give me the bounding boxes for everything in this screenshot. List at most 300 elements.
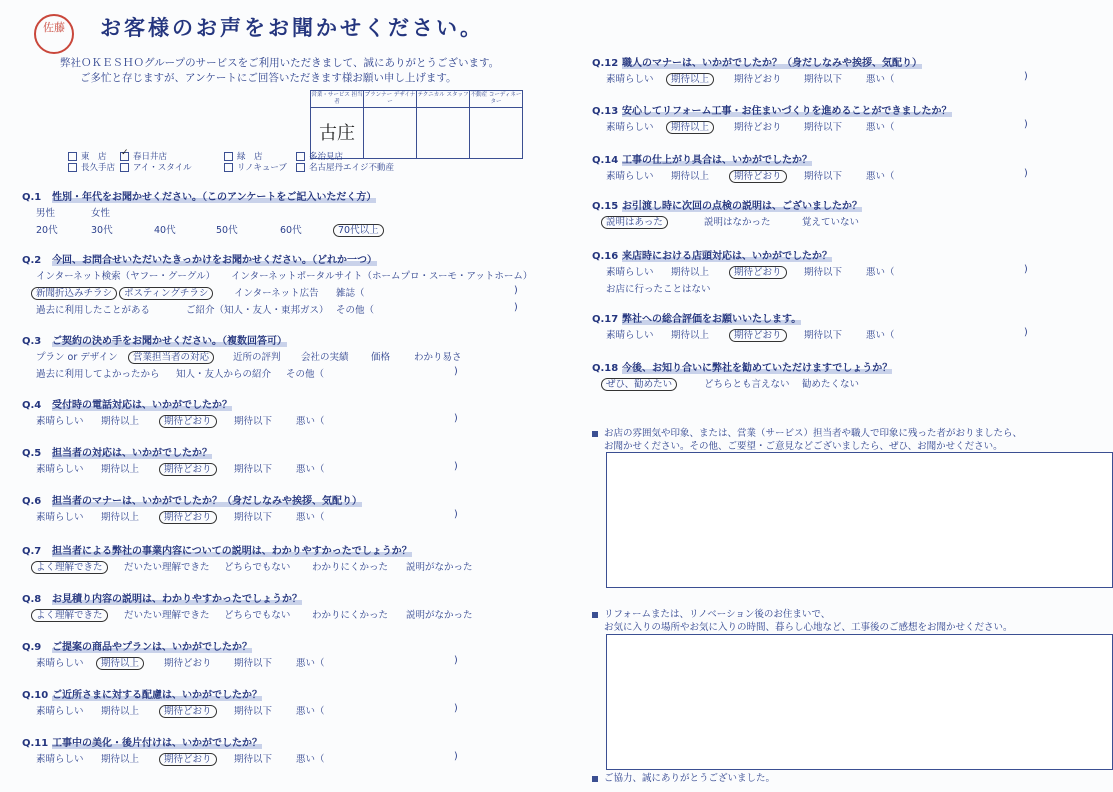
question-text: 来店時における店頭対応は、いかがでしたか？ — [622, 251, 832, 262]
answer-option[interactable] — [124, 607, 210, 621]
answer-option[interactable] — [1024, 264, 1028, 275]
question-number: Q.1 — [22, 192, 42, 203]
answer-option[interactable] — [802, 376, 859, 390]
question-number: Q.18 — [592, 363, 619, 374]
answer-option[interactable] — [296, 751, 325, 765]
option-label: 素晴らしい — [36, 706, 84, 717]
question-number: Q.15 — [592, 201, 619, 212]
answer-option[interactable] — [606, 264, 654, 278]
checkbox-icon[interactable] — [68, 163, 77, 172]
question-text: 受付時の電話対応は、いかがでしたか？ — [52, 400, 232, 411]
left-question-11 — [22, 734, 262, 749]
answer-option[interactable] — [1024, 168, 1028, 179]
answer-option[interactable] — [36, 366, 160, 380]
staff-name-realestate[interactable] — [470, 108, 523, 159]
answer-option[interactable] — [36, 285, 117, 299]
option-label: 50代 — [216, 225, 238, 236]
question-text: 担当者の対応は、いかがでしたか？ — [52, 448, 212, 459]
option-label: 素晴らしい — [606, 171, 654, 182]
answer-option[interactable] — [36, 509, 84, 523]
option-label: 近所の評判 — [233, 352, 281, 363]
option-label: よく理解できた — [31, 609, 108, 622]
checkbox-icon[interactable] — [224, 152, 233, 161]
option-label: 期待以上 — [101, 416, 140, 427]
option-label: 期待どおり — [729, 329, 787, 342]
question-text: 担当者による弊社の事業内容についての説明は、わかりやすかったでしょうか？ — [52, 546, 412, 557]
left-question-5 — [22, 444, 212, 459]
option-label: 悪い（ — [866, 330, 895, 341]
answer-option[interactable] — [866, 119, 895, 133]
square-bullet-icon — [592, 776, 598, 782]
answer-option[interactable] — [216, 222, 238, 236]
option-label: ぜひ、勧めたい — [601, 378, 677, 391]
option-label: 雑誌（ — [336, 288, 365, 299]
answer-option[interactable] — [514, 302, 518, 313]
option-label: 期待以下 — [804, 171, 843, 182]
checkbox-icon[interactable] — [68, 152, 77, 161]
answer-option[interactable] — [36, 349, 118, 363]
answer-option[interactable] — [164, 703, 217, 717]
option-label: 素晴らしい — [606, 122, 654, 133]
store-option[interactable] — [120, 161, 192, 173]
question-text: 弊社への総合評価をお願いいたします。 — [622, 314, 802, 325]
answer-option[interactable] — [186, 302, 329, 316]
answer-option[interactable] — [234, 413, 272, 427]
option-label: 期待以上 — [666, 121, 714, 134]
option-label: 悪い（ — [296, 512, 325, 523]
answer-option[interactable] — [124, 559, 210, 573]
store-option[interactable] — [224, 161, 287, 173]
right-question-2 — [592, 102, 952, 117]
answer-option[interactable] — [296, 413, 325, 427]
question-text: ご契約の決め手をお聞かせください。（複数回答可） — [52, 336, 287, 347]
answer-option[interactable] — [234, 703, 272, 717]
answer-option[interactable] — [91, 222, 113, 236]
store-label: 多治見店 — [309, 152, 344, 162]
question-text: 性別・年代をお聞かせください。（このアンケートをご記入いただく方） — [52, 192, 377, 203]
option-label: その他（ — [286, 369, 325, 380]
option-label: お店に行ったことはない — [606, 284, 711, 295]
option-label: 価格 — [371, 352, 391, 363]
option-label: 30代 — [91, 225, 113, 236]
right-question-3 — [592, 151, 812, 166]
option-label: 男性 — [36, 208, 56, 219]
answer-option[interactable] — [606, 281, 711, 295]
question-text: ご近所さまに対する配慮は、いかがでしたか？ — [52, 690, 262, 701]
answer-option[interactable] — [371, 349, 390, 363]
option-label: どちらでもない — [224, 610, 291, 621]
option-label: 期待どおり — [159, 511, 217, 524]
checkbox-icon[interactable] — [296, 163, 305, 172]
option-label: 悪い（ — [296, 706, 325, 717]
answer-option[interactable] — [101, 509, 139, 523]
right-question-5 — [592, 247, 832, 262]
answer-option[interactable] — [336, 302, 374, 316]
footer-thanks: ご協力、誠にありがとうございました。 — [592, 770, 775, 784]
answer-option[interactable] — [454, 413, 458, 424]
answer-option[interactable] — [336, 285, 365, 299]
option-label: 過去に利用してよかったから — [36, 369, 160, 380]
answer-option[interactable] — [296, 655, 325, 669]
answer-option[interactable] — [606, 214, 668, 228]
answer-option[interactable] — [36, 751, 84, 765]
answer-option[interactable] — [671, 327, 709, 341]
answer-option[interactable] — [454, 366, 458, 377]
answer-option[interactable] — [704, 214, 771, 228]
answer-option[interactable] — [101, 703, 139, 717]
option-label: 60代 — [280, 225, 302, 236]
question-number: Q.13 — [592, 106, 619, 117]
answer-option[interactable] — [36, 268, 215, 282]
option-label: ) — [454, 703, 458, 714]
store-label: 長久手店 — [81, 163, 116, 173]
option-label: 期待以下 — [804, 122, 843, 133]
option-label: 営業担当者の対応 — [128, 351, 214, 364]
option-label: 過去に利用したことがある — [36, 305, 151, 316]
answer-option[interactable] — [406, 607, 473, 621]
option-label: 40代 — [154, 225, 176, 236]
answer-option[interactable] — [36, 559, 108, 573]
answer-option[interactable] — [454, 509, 458, 520]
store-label: 春日井店 — [133, 152, 168, 162]
answer-option[interactable] — [734, 264, 787, 278]
answer-option[interactable] — [804, 264, 842, 278]
option-label: 期待以上 — [101, 464, 140, 475]
answer-option[interactable] — [234, 509, 272, 523]
option-label: 説明はなかった — [704, 217, 771, 228]
question-text: ご提案の商品やプランは、いかがでしたか？ — [52, 642, 252, 653]
answer-option[interactable] — [804, 71, 842, 85]
answer-option[interactable] — [671, 168, 709, 182]
answer-option[interactable] — [36, 205, 55, 219]
option-label: 期待以上 — [671, 267, 710, 278]
answer-option[interactable] — [233, 349, 281, 363]
answer-option[interactable] — [734, 168, 787, 182]
answer-option[interactable] — [234, 751, 272, 765]
option-label: 期待以上 — [101, 706, 140, 717]
option-label: 悪い（ — [296, 464, 325, 475]
comment-2-textbox[interactable] — [606, 634, 1113, 770]
option-label: 期待以下 — [234, 706, 273, 717]
checked-box-icon[interactable] — [120, 152, 129, 161]
answer-option[interactable] — [804, 168, 842, 182]
answer-option[interactable] — [164, 751, 217, 765]
question-number: Q.9 — [22, 642, 42, 653]
option-label: 期待以下 — [234, 658, 273, 669]
answer-option[interactable] — [866, 168, 895, 182]
option-label: ) — [1024, 168, 1028, 179]
answer-option[interactable] — [606, 168, 654, 182]
staff-header: テクニカル スタッフ — [417, 91, 470, 108]
option-label: 悪い（ — [866, 74, 895, 85]
answer-option[interactable] — [101, 655, 144, 669]
question-text: 職人のマナーは、いかがでしたか？（身だしなみや挨拶、気配り） — [622, 58, 922, 69]
option-label: 期待どおり — [734, 74, 782, 85]
comment-1-label-line-2: お聞かせください。その他、ご要望・ご意見などございましたら、ぜひ、お聞かせください。 — [604, 441, 1003, 452]
answer-option[interactable] — [671, 264, 709, 278]
option-label: 悪い（ — [866, 171, 895, 182]
staff-name-planner[interactable] — [364, 108, 417, 159]
left-question-6 — [22, 492, 362, 507]
answer-option[interactable] — [101, 751, 139, 765]
option-label: どちらでもない — [224, 562, 291, 573]
option-label: ) — [454, 366, 458, 377]
option-label: 悪い（ — [866, 122, 895, 133]
staff-table — [310, 90, 523, 159]
option-label: 期待どおり — [159, 415, 217, 428]
comment-1-label-line-1: お店の雰囲気や印象、または、営業（サービス）担当者や職人で印象に残った者がおりましたら、 — [592, 425, 1022, 439]
square-bullet-icon — [592, 612, 598, 618]
answer-option[interactable] — [734, 119, 782, 133]
answer-option[interactable] — [36, 703, 84, 717]
answer-option[interactable] — [671, 119, 714, 133]
answer-option[interactable] — [164, 461, 217, 475]
store-label: リノキューブ — [237, 163, 287, 173]
option-label: 20代 — [36, 225, 58, 236]
question-number: Q.14 — [592, 155, 619, 166]
option-label: 期待どおり — [734, 122, 782, 133]
store-label: 名古屋丹エイジ不動産 — [309, 163, 395, 173]
question-number: Q.3 — [22, 336, 42, 347]
question-number: Q.4 — [22, 400, 42, 411]
option-label: ) — [1024, 264, 1028, 275]
option-label: 期待以下 — [804, 74, 843, 85]
option-label: 期待どおり — [729, 170, 787, 183]
question-number: Q.5 — [22, 448, 42, 459]
answer-option[interactable] — [454, 461, 458, 472]
option-label: プラン or デザイン — [36, 352, 118, 363]
option-label: 期待以下 — [234, 512, 273, 523]
option-label: 女性 — [91, 208, 111, 219]
answer-option[interactable] — [1024, 119, 1028, 130]
square-bullet-icon — [592, 431, 598, 437]
answer-option[interactable] — [606, 327, 654, 341]
option-label: 素晴らしい — [606, 74, 654, 85]
option-label: ) — [1024, 119, 1028, 130]
option-label: 素晴らしい — [36, 512, 84, 523]
answer-option[interactable] — [124, 285, 213, 299]
answer-option[interactable] — [296, 703, 325, 717]
answer-option[interactable] — [406, 559, 473, 573]
option-label: ) — [1024, 71, 1028, 82]
answer-option[interactable] — [36, 413, 84, 427]
answer-option[interactable] — [606, 119, 654, 133]
question-number: Q.10 — [22, 690, 49, 701]
answer-option[interactable] — [606, 71, 654, 85]
option-label: ) — [454, 509, 458, 520]
option-label: 70代以上 — [333, 224, 384, 237]
question-text: 工事の仕上がり具合は、いかがでしたか？ — [622, 155, 812, 166]
left-question-10 — [22, 686, 262, 701]
answer-option[interactable] — [671, 71, 714, 85]
answer-option[interactable] — [301, 349, 349, 363]
option-label: その他（ — [336, 305, 375, 316]
answer-option[interactable] — [312, 559, 388, 573]
answer-option[interactable] — [804, 119, 842, 133]
seal-stamp: 佐藤 — [34, 14, 74, 54]
store-label: 緑 店 — [237, 152, 263, 162]
option-label: 会社の実績 — [301, 352, 349, 363]
question-text: 安心してリフォーム工事・お住まいづくりを進めることができましたか？ — [622, 106, 952, 117]
answer-option[interactable] — [101, 413, 139, 427]
option-label: 期待以上 — [671, 171, 710, 182]
option-label: 期待以下 — [804, 330, 843, 341]
option-label: 素晴らしい — [36, 416, 84, 427]
option-label: 素晴らしい — [606, 267, 654, 278]
option-label: 悪い（ — [296, 416, 325, 427]
option-label: 期待どおり — [159, 705, 217, 718]
answer-option[interactable] — [866, 327, 895, 341]
question-number: Q.7 — [22, 546, 42, 557]
answer-option[interactable] — [36, 222, 58, 236]
left-question-7 — [22, 542, 412, 557]
intro-line-1: 弊社ＯＫＥＳＨＯグループのサービスをご利用いただきまして、誠にありがとうございます。 — [60, 57, 500, 69]
answer-option[interactable] — [1024, 327, 1028, 338]
right-question-6 — [592, 310, 801, 325]
answer-option[interactable] — [704, 376, 790, 390]
answer-option[interactable] — [224, 607, 290, 621]
option-label: 期待以下 — [234, 464, 273, 475]
option-label: 期待以下 — [234, 754, 273, 765]
left-question-3 — [22, 332, 287, 347]
answer-option[interactable] — [224, 559, 290, 573]
store-option[interactable] — [296, 161, 394, 173]
option-label: ポスティングチラシ — [119, 287, 213, 300]
answer-option[interactable] — [734, 71, 782, 85]
option-label: 説明がなかった — [406, 562, 473, 573]
option-label: 期待以下 — [804, 267, 843, 278]
option-label: 知人・友人からの紹介 — [176, 369, 272, 380]
staff-name-sales[interactable]: 古庄 — [311, 108, 364, 159]
option-label: ご紹介（知人・友人・東邦ガス） — [186, 305, 329, 316]
answer-option[interactable] — [36, 655, 84, 669]
answer-option[interactable] — [606, 376, 677, 390]
answer-option[interactable] — [231, 268, 532, 282]
answer-option[interactable] — [312, 607, 388, 621]
page-title: お客様のお声をお聞かせください。 — [100, 16, 484, 40]
answer-option[interactable] — [164, 509, 217, 523]
right-question-4 — [592, 197, 862, 212]
option-label: 勧めたくない — [802, 379, 860, 390]
answer-option[interactable] — [514, 285, 518, 296]
answer-option[interactable] — [154, 222, 176, 236]
answer-option[interactable] — [804, 327, 842, 341]
answer-option[interactable] — [101, 461, 139, 475]
answer-option[interactable] — [866, 264, 895, 278]
answer-option[interactable] — [234, 285, 319, 299]
option-label: 悪い（ — [296, 658, 325, 669]
staff-header: 営業・サービス 担当者 — [311, 91, 364, 108]
answer-option[interactable] — [1024, 71, 1028, 82]
question-text: お引渡し時に次回の点検の説明は、ございましたか？ — [622, 201, 862, 212]
staff-name-technical[interactable] — [417, 108, 470, 159]
question-number: Q.17 — [592, 314, 619, 325]
answer-option[interactable] — [454, 703, 458, 714]
option-label: ) — [454, 751, 458, 762]
option-label: インターネット広告 — [234, 288, 319, 299]
answer-option[interactable] — [296, 461, 325, 475]
right-question-7 — [592, 359, 892, 374]
option-label: ) — [1024, 327, 1028, 338]
option-label: 期待以下 — [234, 416, 273, 427]
answer-option[interactable] — [234, 461, 272, 475]
answer-option[interactable] — [454, 655, 458, 666]
comment-2-label-line-2: お気に入りの場所やお気に入りの時間、暮らし心地など、工事後のご感想をお聞かせください。 — [604, 622, 1013, 633]
question-number: Q.16 — [592, 251, 619, 262]
answer-option[interactable] — [36, 607, 108, 621]
staff-header: プランナー デザイナー — [364, 91, 417, 108]
option-label: ) — [454, 413, 458, 424]
comment-1-textbox[interactable] — [606, 452, 1113, 588]
store-label: 東 店 — [81, 152, 107, 162]
answer-option[interactable] — [286, 366, 324, 380]
answer-option[interactable] — [234, 655, 272, 669]
comment-2-label-line-1: リフォームまたは、リノベーション後のお住まいで、 — [592, 606, 830, 620]
option-label: 悪い（ — [866, 267, 895, 278]
answer-option[interactable] — [454, 751, 458, 762]
option-label: よく理解できた — [31, 561, 108, 574]
option-label: 期待以上 — [101, 754, 140, 765]
question-text: 今回、お問合せいただいたきっかけをお聞かせください。（どれか一つ） — [52, 255, 377, 266]
question-text: お見積り内容の説明は、わかりやすかったでしょうか？ — [52, 594, 302, 605]
left-question-9 — [22, 638, 252, 653]
option-label: 期待どおり — [729, 266, 787, 279]
question-number: Q.2 — [22, 255, 42, 266]
intro-line-2: ご多忙と存じますが、アンケートにご回答いただきます様お願い申し上げます。 — [80, 72, 457, 84]
option-label: 素晴らしい — [36, 658, 84, 669]
checkbox-icon[interactable] — [224, 163, 233, 172]
answer-option[interactable] — [866, 71, 895, 85]
question-text: 今後、お知り合いに弊社を勧めていただけますでしょうか？ — [622, 363, 893, 374]
option-label: どちらとも言えない — [704, 379, 790, 390]
option-label: 期待どおり — [159, 463, 217, 476]
answer-option[interactable] — [296, 509, 325, 523]
option-label: ) — [514, 285, 518, 296]
answer-option[interactable] — [36, 461, 84, 475]
answer-option[interactable] — [133, 349, 214, 363]
answer-option[interactable] — [414, 349, 462, 363]
answer-option[interactable] — [164, 413, 217, 427]
option-label: ) — [454, 461, 458, 472]
option-label: 悪い（ — [296, 754, 325, 765]
answer-option[interactable] — [338, 222, 384, 236]
option-label: 新聞折込みチラシ — [31, 287, 117, 300]
answer-option[interactable] — [176, 366, 271, 380]
option-label: 覚えていない — [802, 217, 860, 228]
checkbox-icon[interactable] — [120, 163, 129, 172]
answer-option[interactable] — [36, 302, 150, 316]
question-number: Q.11 — [22, 738, 49, 749]
answer-option[interactable] — [734, 327, 787, 341]
option-label: 素晴らしい — [36, 754, 84, 765]
store-option[interactable] — [68, 161, 115, 173]
option-label: 期待以上 — [101, 512, 140, 523]
option-label: 期待どおり — [159, 753, 217, 766]
answer-option[interactable] — [164, 655, 212, 669]
answer-option[interactable] — [91, 205, 110, 219]
option-label: 説明がなかった — [406, 610, 473, 621]
store-label: アイ・スタイル — [133, 163, 192, 173]
option-label: 期待以上 — [96, 657, 144, 670]
left-question-1 — [22, 188, 376, 203]
answer-option[interactable] — [280, 222, 302, 236]
option-label: わかり易さ — [414, 352, 462, 363]
checkbox-icon[interactable] — [296, 152, 305, 161]
left-question-2 — [22, 251, 377, 266]
answer-option[interactable] — [802, 214, 859, 228]
option-label: インターネット検索（ヤフー・グーグル） — [36, 271, 216, 282]
staff-header: 不動産 コーディネーター — [470, 91, 523, 108]
